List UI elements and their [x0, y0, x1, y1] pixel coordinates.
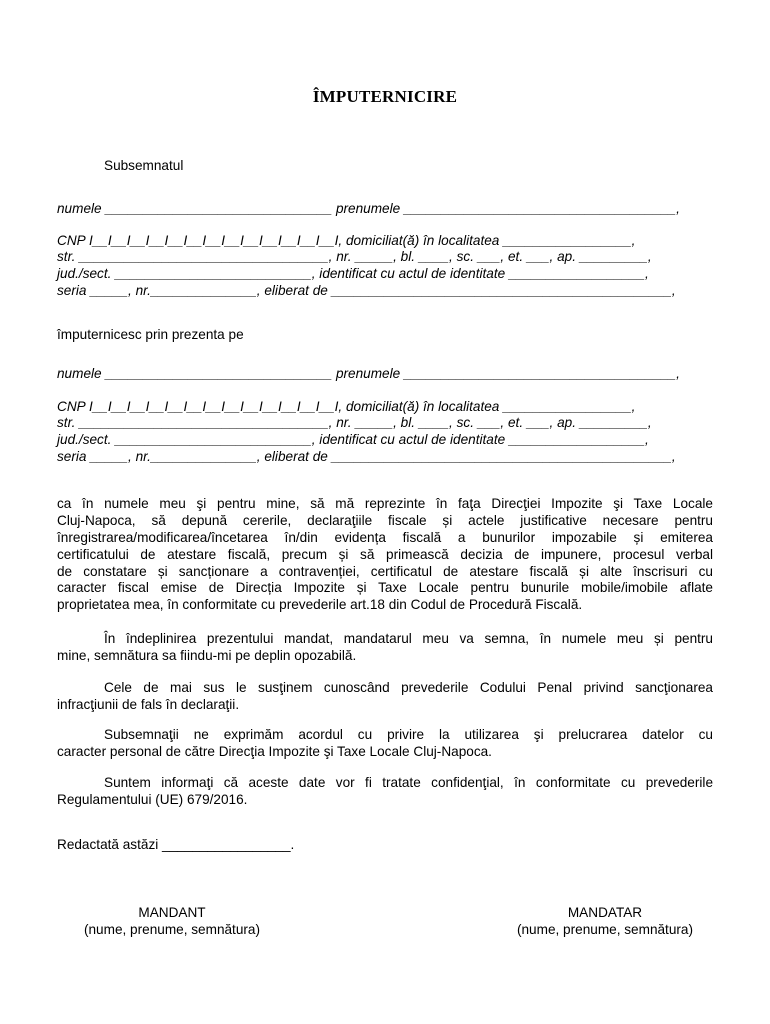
mandatar-title: MANDATAR	[567, 905, 643, 920]
paragraph-line: caracter fiscal emise de Direcția Impozite și Taxe Locale pentru bunurile mobile/imobile aflate	[57, 580, 713, 595]
paragraph-line: ca în numele meu şi pentru mine, să mă reprezinte în faţa Direcţiei Impozite şi Taxe Locale	[57, 496, 713, 511]
paragraph-line: Suntem informaţi că aceste date vor fi tratate confidenţial, în conformitate cu prevederile	[104, 775, 713, 790]
paragraph-line: Cluj-Napoca, să depună cererile, declaraţiile fiscale și actele justificative necesare pentru	[57, 513, 713, 528]
paragraph-line: Regulamentului (UE) 679/2016.	[57, 792, 248, 807]
intro-text: Subsemnatul	[104, 158, 184, 173]
mandatar-name-line[interactable]: numele ______________________________ prenumele ____________________________________,	[57, 366, 680, 381]
mandatar-id-line[interactable]: seria _____, nr.______________, eliberat de _____________________________________________,	[57, 449, 676, 464]
mandatar-county-line[interactable]: jud./sect. __________________________, identificat cu actul de identitate __________________,	[57, 432, 649, 447]
paragraph-line: de constatare și sancționare a contravenției, certificatul de atestare fiscală și alte înscrisuri cu	[57, 564, 713, 579]
paragraph-line: În îndeplinirea prezentului mandat, mandatarul meu va semna, în numele meu și pentru	[104, 631, 713, 646]
mandant-address-line[interactable]: str. _________________________________, nr. _____, bl. ____, sc. ___, et. ___, ap. _________,	[57, 249, 652, 264]
paragraph-line: Cele de mai sus le susţinem cunoscând prevederile Codului Penal privind sancţionarea	[104, 680, 713, 695]
mandant-signature-block	[52, 904, 292, 938]
mandatar-cnp-line[interactable]: CNP I__I__I__I__I__I__I__I__I__I__I__I__I__I, domiciliat(ă) în localitatea _________________,	[57, 399, 636, 414]
mandatar-address-line[interactable]: str. _________________________________, nr. _____, bl. ____, sc. ___, et. ___, ap. _________,	[57, 415, 652, 430]
paragraph-line: mine, semnătura sa fiindu-mi pe deplin opozabilă.	[57, 648, 357, 663]
mandatar-signature-block	[485, 904, 725, 938]
paragraph-line: proprietatea mea, în conformitate cu prevederile art.18 din Codul de Procedură Fiscală.	[57, 597, 583, 612]
mandatar-caption: (nume, prenume, semnătura)	[516, 922, 694, 937]
paragraph-line: caracter personal de către Direcţia Impozite şi Taxe Locale Cluj-Napoca.	[57, 744, 492, 759]
paragraph-line: Subsemnaţii ne exprimăm acordul cu privire la utilizarea şi prelucrarea datelor cu	[104, 727, 713, 742]
mandant-name-line[interactable]: numele ______________________________ prenumele ____________________________________,	[57, 201, 680, 216]
mandant-county-line[interactable]: jud./sect. __________________________, identificat cu actul de identitate __________________,	[57, 266, 649, 281]
mandant-cnp-line[interactable]: CNP I__I__I__I__I__I__I__I__I__I__I__I__I__I, domiciliat(ă) în localitatea _________________,	[57, 233, 636, 248]
paragraph-line: înregistrarea/modificarea/încetarea în/din evidența fiscală a bunurilor impozabile și emiterea	[57, 530, 713, 545]
paragraph-line: certificatului de atestare fiscală, precum și să primească decizia de impunere, procesul verbal	[57, 547, 713, 562]
date-line[interactable]: Redactată astăzi _________________.	[57, 837, 295, 852]
mandant-title: MANDANT	[138, 905, 206, 920]
document-title: ÎMPUTERNICIRE	[312, 87, 458, 106]
mandant-caption: (nume, prenume, semnătura)	[83, 922, 261, 937]
delegation-intro: împuternicesc prin prezenta pe	[57, 327, 244, 342]
paragraph-line: infracţiunii de fals în declaraţii.	[57, 697, 240, 712]
mandant-id-line[interactable]: seria _____, nr.______________, eliberat de _____________________________________________,	[57, 283, 676, 298]
